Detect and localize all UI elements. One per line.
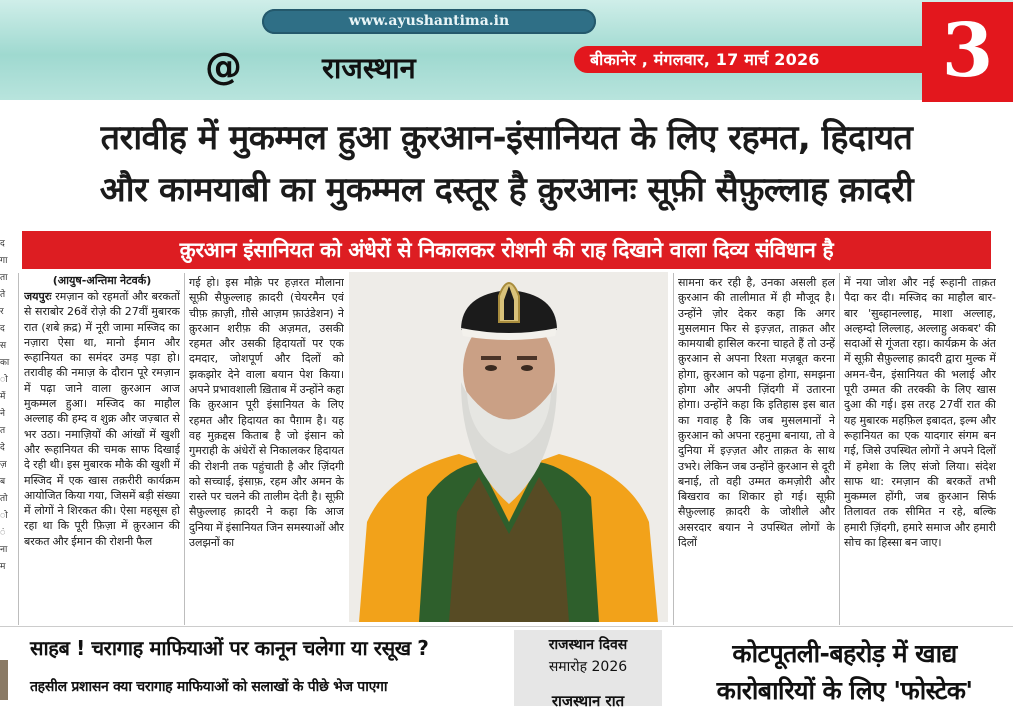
column-divider bbox=[839, 273, 840, 625]
left-cut-fragment: ो bbox=[0, 511, 8, 521]
left-cut-fragment: दे bbox=[0, 443, 5, 453]
left-cut-fragment: में bbox=[0, 392, 6, 402]
left-cut-fragment: तो bbox=[0, 494, 8, 504]
column-4-text: में नया जोश और नई रूहानी ताक़त पैदा कर दी। मस्जिद का माहौल बार-बार 'सुब्हानल्लाह, माशा अल्लाह, अल्हम्दो लिल्लाह, अल्लाहु अकबर' की सदाओं से गूंजता रहा। कार्यक्रम के अंत में सूफ़ी सैफ़ुल्लाह क़ादरी द्वारा मुल्क में अमन-चैन, इंसानियत की भलाई और पूरी उम्मत की तरक्की के लिए खास दुआ की गई। इस तरह 27वीं रात की यह मुबारक महफ़िल इबादत, इल्म और रूहानियत का एक यादगार संगम बन गई, जिसे उपस्थित लोगों ने अपने दिलों में हमेशा के लिए संजो लिया। संदेश साफ था: रमज़ान की बरकतें तभी मुकम्मल होंगी, जब क़ुरआन सिर्फ तिलावत तक सीमित न रहे, बल्कि हमारी ज़िंदगी, हमारे समाज और हमारी सोच का हिस्सा बन जाए। bbox=[844, 276, 996, 550]
article-column-3 bbox=[678, 275, 835, 623]
headline-line-2: और कामयाबी का मुकम्मल दस्तूर है क़ुरआनः सूफ़ी सैफ़ुल्लाह क़ादरी bbox=[99, 170, 914, 210]
headline-line-1: तरावीह में मुकम्मल हुआ क़ुरआन-इंसानियत के लिए रहमत, हिदायत bbox=[100, 118, 913, 158]
left-cut-fragment: ता bbox=[0, 273, 8, 283]
article-column-4 bbox=[844, 275, 996, 623]
left-thumbnail bbox=[0, 660, 8, 700]
left-cut-fragment: म bbox=[0, 562, 6, 572]
left-cut-fragment: ते bbox=[0, 290, 6, 300]
bottom-right-headline-2[interactable]: कारोबारियों के लिए 'फोस्टेक' bbox=[716, 676, 973, 705]
promo-line-3: राजस्थान रात bbox=[551, 692, 625, 710]
column-1-text: रमज़ान को रहमतों और बरकतों से सराबोर 26वें रोज़े की 27वीं मुबारक रात (शबे क़द्र) में नूरी जामा मस्जिद का नज़ारा ऐसा था, मानो ईमान और रूहानियत का समंदर उमड़ पड़ा हो। तरावीह की नमाज़ के दौरान पूरे रमज़ान में पढ़ा जाने वाला क़ुरआन आज मुकम्मल हुआ। मस्जिद का माहौल अल्लाह की हम्द व शुक्र और जज़्बात से भर उठा। नमाज़ियों की आंखों में खुशी और रूहानियत की चमक साफ दिखाई दे रही थी। इस मुबारक मौके की खुशी में मस्जिद में एक खास तक़रीरी कार्यक्रम आयोजित किया गया, जिसमें बड़ी संख्या में लोगों ने शिरकत की। ऐसा महसूस हो रहा था कि पूरी फ़िज़ा में क़ुरआन की बरकत और ईमान की रोशनी फैल bbox=[24, 290, 180, 548]
byline: (आयुष-अन्तिमा नेटवर्क) bbox=[52, 274, 152, 287]
left-cut-fragment: ं bbox=[0, 528, 6, 538]
bottom-rule bbox=[0, 626, 1013, 627]
left-cut-fragment: गा bbox=[0, 256, 8, 266]
left-cut-fragment: ज़ bbox=[0, 460, 7, 470]
left-cut-fragment: र bbox=[0, 307, 4, 317]
left-cut-fragment: ना bbox=[0, 545, 8, 555]
subhead: क़ुरआन इंसानियत को अंधेरों से निकालकर रोशनी की राह दिखाने वाला दिव्य संविधान है bbox=[179, 238, 834, 262]
left-cut-fragment: स bbox=[0, 341, 7, 351]
left-cut-fragment: त bbox=[0, 426, 6, 436]
left-cut-column bbox=[0, 236, 9, 576]
bottom-left-headline[interactable]: साहब ! चरागाह माफियाओं पर कानून चलेगा या रसूख ? bbox=[30, 636, 429, 660]
website-url[interactable]: www.ayushantima.in bbox=[348, 13, 510, 29]
bottom-left-subhead: तहसील प्रशासन क्या चरागाह माफियाओं को सलाखों के पीछे भेज पाएगा bbox=[30, 679, 388, 695]
portrait-illustration bbox=[349, 272, 668, 622]
column-divider bbox=[184, 273, 185, 625]
left-cut-fragment: का bbox=[0, 358, 10, 368]
column-3-text: सामना कर रही है, उनका असली हल क़ुरआन की तालीमात में ही मौजूद है। उन्होंने ज़ोर देकर कहा कि अगर मुसलमान फिर से इज़्ज़त, ताक़त और कामयाबी हासिल करना चाहते हैं तो उन्हें क़ुरआन से अपना रिश्ता मज़बूत करना होगा, क़ुरआन को पढ़ना होगा, समझना होगा और अपनी ज़िंदगी में उतारना होगा। उन्होंने कहा कि इतिहास इस बात का गवाह है कि जब मुसलमानों ने क़ुरआन को अपना रहनुमा बनाया, तो वे दुनिया में इज़्ज़त और ताक़त के साथ उभरे। लेकिन जब उन्होंने क़ुरआन से दूरी बनाई, तो वही उम्मत कमज़ोरी और बिखराव का शिकार हो गई। सूफ़ी सैफ़ुल्लाह क़ादरी के जोशीले और असरदार बयान ने उपस्थित लोगों के दिलों bbox=[678, 276, 835, 550]
left-cut-fragment: ने bbox=[0, 409, 5, 419]
portrait-photo bbox=[349, 272, 668, 622]
promo-line-2: समारोह 2026 bbox=[548, 659, 628, 675]
left-cut-fragment: द bbox=[0, 239, 5, 249]
column-divider bbox=[673, 273, 674, 625]
dateline: जयपुरः bbox=[24, 290, 52, 303]
column-2-text: गई हो। इस मौक़े पर हज़रत मौलाना सूफ़ी सैफ़ुल्लाह क़ादरी (चेयरमैन एवं चीफ़ क़ाज़ी, ग़ौसे आज़म फ़ाउंडेशन) ने क़ुरआन शरीफ़ की अज़मत, उसकी रहमत और उसकी हिदायतों पर एक दमदार, जोशपूर्ण और दिलों को झकझोर देने वाला बयान पेश किया। अपने प्रभावशाली ख़िताब में उन्होंने कहा कि क़ुरआन पूरी इंसानियत के लिए रहमत और हिदायत का पैग़ाम है। यह वह मुक़द्दस किताब है जो इंसान को गुमराही के अंधेरों से निकालकर हिदायत की रोशनी तक पहुंचाती है और ज़िंदगी को सच्चाई, इंसाफ़, रहम और अमन के रास्ते पर चलने की तालीम देती है। सूफ़ी सैफ़ुल्लाह क़ादरी ने कहा कि आज दुनिया में इंसानियत जिन समस्याओं और उलझनों का bbox=[189, 276, 344, 550]
article-column-1 bbox=[24, 273, 180, 623]
promo-line-1: राजस्थान दिवस bbox=[548, 637, 628, 653]
at-symbol: @ bbox=[205, 45, 242, 88]
left-cut-fragment: ब bbox=[0, 477, 6, 487]
left-cut-fragment: द bbox=[0, 324, 5, 334]
left-cut-fragment: ो bbox=[0, 375, 8, 385]
edition-date: बीकानेर , मंगलवार, 17 मार्च 2026 bbox=[590, 50, 820, 69]
main-headline bbox=[0, 112, 1013, 216]
column-divider bbox=[18, 273, 19, 625]
section-title: राजस्थान bbox=[322, 51, 416, 85]
page-number: 3 bbox=[941, 8, 994, 94]
article-column-2 bbox=[189, 275, 344, 623]
bottom-right-headline-1[interactable]: कोटपूतली-बहरोड़ में खाद्य bbox=[732, 639, 957, 668]
